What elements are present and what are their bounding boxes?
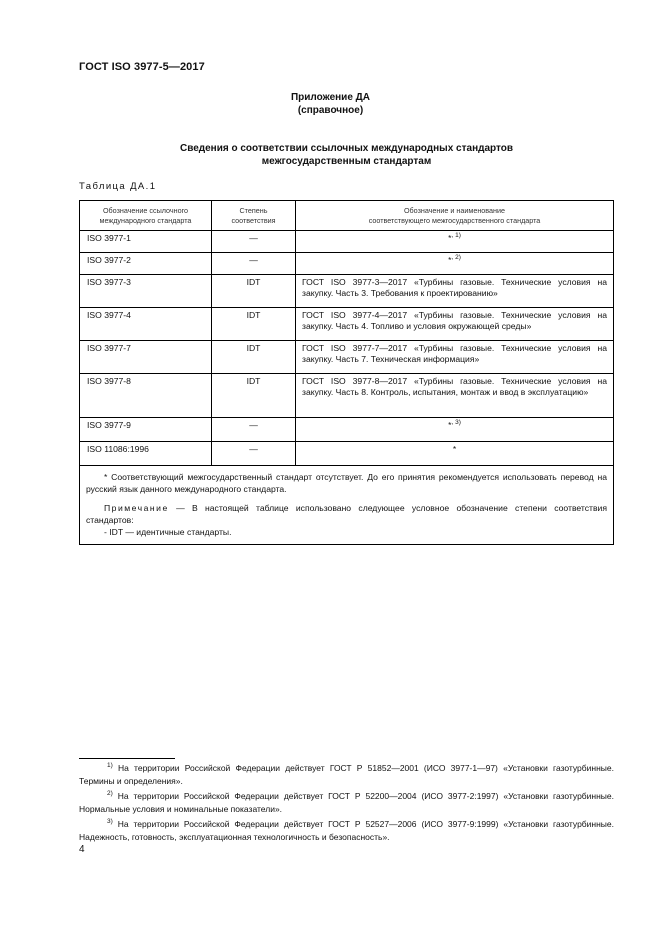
- cell-degree: —: [212, 442, 296, 466]
- cell-standard: ISO 3977-1: [80, 231, 212, 253]
- cell-description: ГОСТ ISO 3977-3—2017 «Турбины газовые. Технические условия на закупку. Часть 3. Требования к проектированию»: [296, 275, 614, 308]
- cell-degree: IDT: [212, 374, 296, 418]
- page-number: 4: [79, 844, 85, 855]
- footnote-divider: [79, 758, 175, 759]
- cell-standard: ISO 3977-7: [80, 341, 212, 374]
- standards-table: [79, 200, 614, 545]
- asterisk-mark: *: [448, 233, 452, 243]
- footnote-1: [79, 762, 614, 788]
- cell-description: [296, 418, 614, 442]
- note-text: — В настоящей таблице использовано следующее условное обозначение степени соответствия стандартов:: [86, 503, 607, 525]
- note-item: - IDT — идентичные стандарты.: [104, 527, 232, 537]
- table-caption: Таблица ДА.1: [79, 181, 157, 192]
- asterisk-mark: *: [448, 420, 452, 430]
- cell-degree: —: [212, 231, 296, 253]
- footnote-text: На территории Российской Федерации действует ГОСТ Р 52200—2004 (ИСО 3977-2:1997) «Установки газотурбинные. Нормальные условия и номинальные показатели».: [79, 791, 614, 814]
- cell-description: ГОСТ ISO 3977-4—2017 «Турбины газовые. Технические условия на закупку. Часть 4. Топливо и условия окружающей среды»: [296, 308, 614, 341]
- table-row: [80, 442, 614, 466]
- appendix-title: Приложение ДА: [290, 92, 371, 103]
- table-row: [80, 341, 614, 374]
- footnote-mark: 3): [107, 818, 113, 826]
- table-notes-row: [80, 466, 614, 545]
- header-col2-line1: Степень: [239, 205, 268, 215]
- header-reference-standard: [80, 201, 212, 231]
- footnote-text: На территории Российской Федерации действует ГОСТ Р 51852—2001 (ИСО 3977-1—97) «Установки газотурбинные. Термины и определения».: [79, 763, 614, 786]
- cell-standard: ISO 3977-8: [80, 374, 212, 418]
- table-row: [80, 231, 614, 253]
- section-title-line2: межгосударственным стандартам: [261, 156, 432, 167]
- cell-standard: ISO 3977-9: [80, 418, 212, 442]
- footnote-ref: , 3): [451, 419, 461, 427]
- section-title: [0, 142, 661, 168]
- cell-degree: —: [212, 418, 296, 442]
- appendix-subtitle: (справочное): [297, 105, 364, 116]
- cell-degree: —: [212, 253, 296, 275]
- appendix-heading: [0, 91, 661, 117]
- cell-degree: IDT: [212, 275, 296, 308]
- footnote-ref: , 1): [451, 232, 461, 240]
- table-row: [80, 275, 614, 308]
- table-row: [80, 374, 614, 418]
- table-row: [80, 308, 614, 341]
- cell-description: [296, 231, 614, 253]
- footnote-ref: , 2): [451, 254, 461, 262]
- footnote-text: На территории Российской Федерации действует ГОСТ Р 52527—2006 (ИСО 3977-9:1999) «Установки газотурбинные. Надежность, готовность, эксплуатационная технологичность и безопасность».: [79, 819, 614, 842]
- cell-standard: ISO 3977-2: [80, 253, 212, 275]
- footnote-mark: 1): [107, 762, 113, 770]
- cell-standard: ISO 11086:1996: [80, 442, 212, 466]
- cell-description: *: [296, 442, 614, 466]
- table-header-row: [80, 201, 614, 231]
- header-col2-line2: соответствия: [231, 215, 276, 225]
- cell-standard: ISO 3977-3: [80, 275, 212, 308]
- table-row: [80, 253, 614, 275]
- header-col1-line1: Обозначение ссылочного: [102, 205, 189, 215]
- header-col3-line1: Обозначение и наименование: [403, 205, 506, 215]
- footnote-2: [79, 790, 614, 816]
- asterisk-mark: *: [448, 255, 452, 265]
- cell-standard: ISO 3977-4: [80, 308, 212, 341]
- header-interstate-standard: [296, 201, 614, 231]
- cell-description: [296, 253, 614, 275]
- footnote-mark: 2): [107, 790, 113, 798]
- cell-description: ГОСТ ISO 3977-7—2017 «Турбины газовые. Технические условия на закупку. Часть 7. Техническая информация»: [296, 341, 614, 374]
- table-notes: [80, 466, 614, 545]
- table-row: [80, 418, 614, 442]
- asterisk-note: * Соответствующий межгосударственный стандарт отсутствует. До его принятия рекомендуется использовать перевод на русский язык данного международного стандарта.: [86, 472, 607, 494]
- header-col1-line2: международного стандарта: [99, 215, 192, 225]
- document-header: ГОСТ ISO 3977-5—2017: [79, 61, 205, 73]
- table-note: [86, 502, 607, 526]
- header-degree: [212, 201, 296, 231]
- note-label: Примечание: [104, 503, 169, 513]
- cell-degree: IDT: [212, 341, 296, 374]
- footnotes: [79, 762, 614, 846]
- header-col3-line2: соответствующего межгосударственного стандарта: [368, 215, 541, 225]
- section-title-line1: Сведения о соответствии ссылочных международных стандартов: [179, 143, 514, 154]
- cell-degree: IDT: [212, 308, 296, 341]
- cell-description: ГОСТ ISO 3977-8—2017 «Турбины газовые. Технические условия на закупку. Часть 8. Контроль, испытания, монтаж и ввод в эксплуатацию»: [296, 374, 614, 418]
- footnote-3: [79, 818, 614, 844]
